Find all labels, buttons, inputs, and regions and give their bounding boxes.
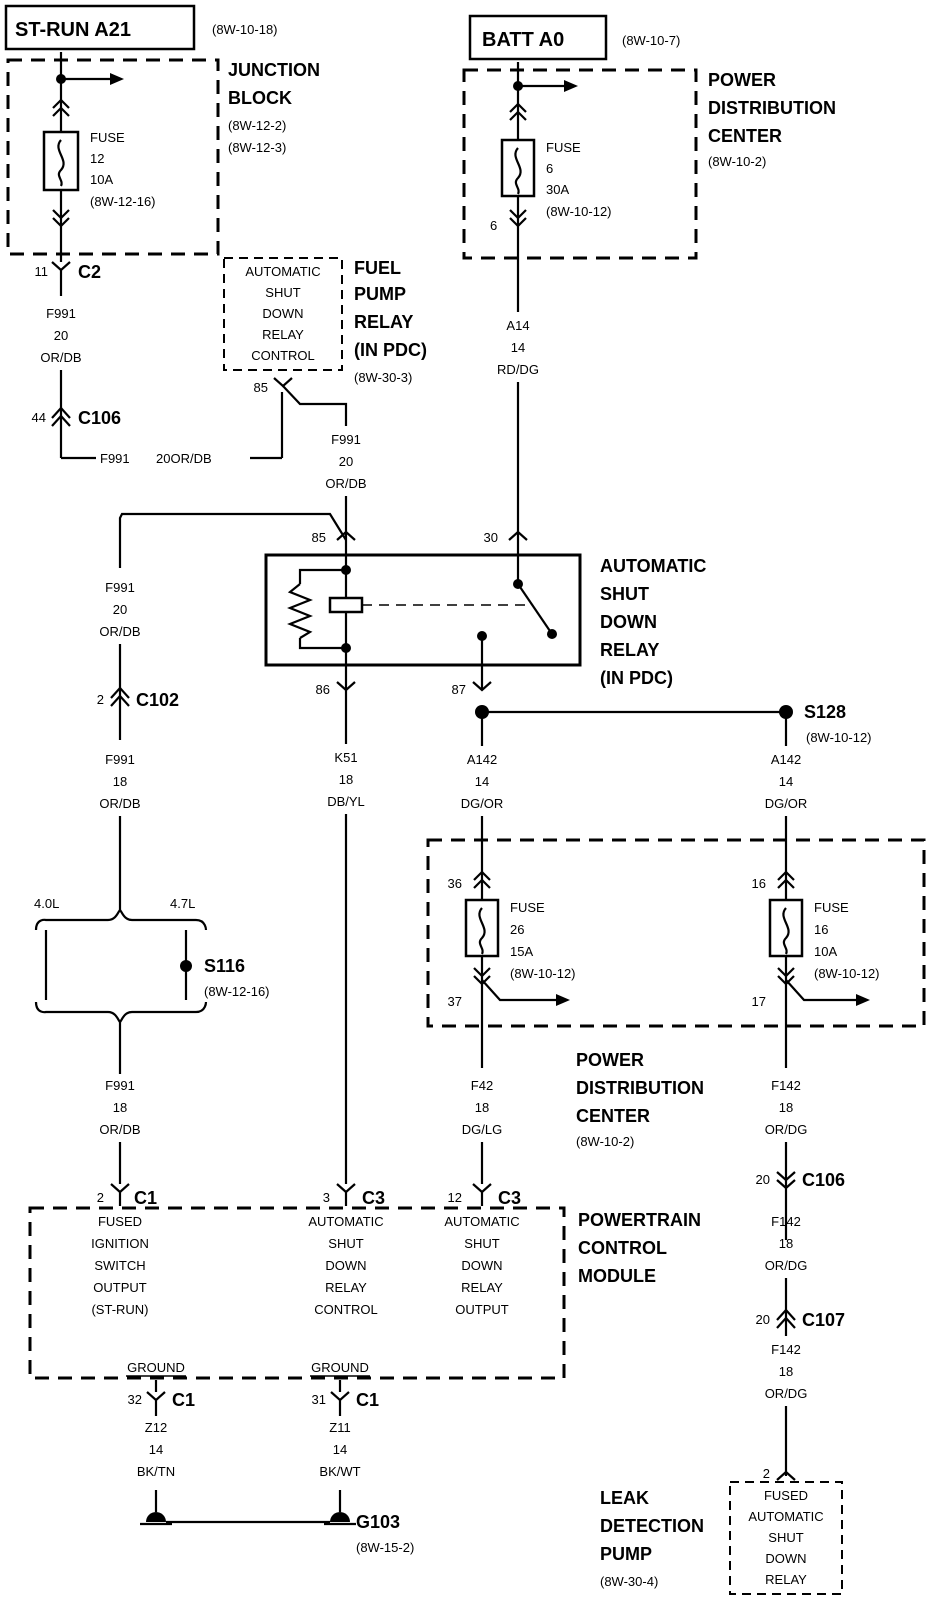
asd-title-5: (IN PDC): [600, 668, 673, 688]
pcm-col3-l2: SHUT: [464, 1236, 500, 1251]
wire-z12-l1: Z12: [144, 1420, 168, 1435]
pcm-col3-l5: OUTPUT: [455, 1302, 509, 1317]
wire-f142-a-l1: F142: [771, 1078, 801, 1093]
asd-title-3: DOWN: [600, 612, 657, 632]
wire-f991-left-l3: OR/DB: [99, 624, 141, 639]
wire-f991-18a-l3: OR/DB: [99, 796, 141, 811]
ldp-box-l1: FUSED: [763, 1488, 809, 1503]
pcm-col2-l1: AUTOMATIC: [308, 1214, 384, 1229]
s116-bottom-brace: [36, 1002, 206, 1022]
ldp-ref: (8W-30-4): [600, 1574, 659, 1589]
wire-f991-top-l2: 20: [53, 328, 69, 343]
wire-f991-18b-l3: OR/DB: [99, 1122, 141, 1137]
fuse-16-l4: (8W-10-12): [814, 966, 880, 981]
pcm-col1-l3: SWITCH: [94, 1258, 146, 1273]
s116-name: S116: [204, 956, 246, 976]
wire-f991-mid-l3: OR/DB: [325, 476, 367, 491]
c2-connector: [52, 262, 70, 270]
fpr-title-3: RELAY: [354, 312, 414, 332]
pdc-bottom-title-1: POWER: [576, 1050, 645, 1070]
junction-block-ref-2: (8W-12-3): [228, 140, 287, 155]
wire-f42-l2: 18: [474, 1100, 490, 1115]
wire-a142-l-l1: A142: [466, 752, 498, 767]
pdc-bottom-outline: [428, 840, 924, 1026]
wire-z11-l3: BK/WT: [319, 1464, 361, 1479]
fpr-box-l4: RELAY: [262, 327, 304, 342]
pdc-pin36: 36: [447, 876, 462, 891]
wire-f991-left-l1: F991: [105, 580, 135, 595]
asd-title-1: AUTOMATIC: [600, 556, 707, 576]
ldp-title-3: PUMP: [600, 1544, 653, 1564]
c2-pin: 11: [34, 264, 48, 279]
s128-ref: (8W-10-12): [806, 730, 872, 745]
wire-f991-left-l2: 20: [112, 602, 128, 617]
pdc-top-title-3: CENTER: [708, 126, 783, 146]
st-run-ref: (8W-10-18): [212, 22, 278, 37]
wire-f42-l1: F42: [470, 1078, 494, 1093]
pcm-c3a-pin: 3: [322, 1190, 330, 1205]
wire-k51-l1: K51: [334, 750, 358, 765]
pcm-c3a-name: C3: [362, 1188, 386, 1208]
pcm-col1-l5: (ST-RUN): [91, 1302, 149, 1317]
pcm-c3b-pin: 12: [447, 1190, 462, 1205]
ldp-box-l3: SHUT: [768, 1530, 804, 1545]
pcm-c1-name: C1: [134, 1188, 158, 1208]
wire-f142-b-l2: 18: [778, 1236, 794, 1251]
pcm-c3b-connector: [473, 1184, 491, 1192]
asd-pin87: 87: [451, 682, 466, 697]
ldp-box-l5: RELAY: [765, 1572, 807, 1587]
ldp-box-l4: DOWN: [765, 1551, 807, 1566]
wire-k51-l3: DB/YL: [327, 794, 365, 809]
g103-name: G103: [356, 1512, 401, 1532]
fpr-box-l3: DOWN: [262, 306, 304, 321]
fpr-title-1: FUEL: [354, 258, 401, 278]
wire-f142-c-l2: 18: [778, 1364, 794, 1379]
wire-k51-l2: 18: [338, 772, 354, 787]
wire-a142-r-l2: 14: [778, 774, 794, 789]
ldp-title-1: LEAK: [600, 1488, 649, 1508]
fpr-ref: (8W-30-3): [354, 370, 413, 385]
wire-f991-top-l1: F991: [46, 306, 76, 321]
pcm-col2-l4: RELAY: [325, 1280, 367, 1295]
wire-f142-c-l1: F142: [771, 1342, 801, 1357]
s116-splice-dot: [180, 960, 192, 972]
fuse-12-l1: FUSE: [90, 130, 125, 145]
fpr-title-4: (IN PDC): [354, 340, 427, 360]
st-run-source-label: ST-RUN A21: [15, 19, 131, 41]
fuse-16-l2: 16: [814, 922, 829, 937]
fuse-12-l3: 10A: [90, 172, 114, 187]
pdc-bottom-ref: (8W-10-2): [576, 1134, 635, 1149]
pcm-col1-l2: IGNITION: [91, 1236, 149, 1251]
wire-z11-l1: Z11: [329, 1420, 351, 1435]
pcm-c3a-connector: [337, 1184, 355, 1192]
g103-ref: (8W-15-2): [356, 1540, 415, 1555]
fpr-title-2: PUMP: [354, 284, 407, 304]
wire-a142-l-l2: 14: [474, 774, 490, 789]
pcm-col3-l4: RELAY: [461, 1280, 503, 1295]
wire-z12-l2: 14: [148, 1442, 164, 1457]
junction-block-title-2: BLOCK: [228, 88, 292, 108]
ldp-box-l2: AUTOMATIC: [748, 1509, 824, 1524]
pcm-col2-l2: SHUT: [328, 1236, 364, 1251]
pcm-c1-pin: 2: [96, 1190, 104, 1205]
junction-block-ref-1: (8W-12-2): [228, 118, 287, 133]
pcm-g1-connector: [147, 1392, 165, 1400]
pcm-g1-name: C1: [172, 1390, 196, 1410]
fuse-16-l3: 10A: [814, 944, 838, 959]
c106-top-name: C106: [78, 408, 122, 428]
pcm-g2-pin: 31: [311, 1392, 326, 1407]
fpr-pin: 85: [253, 380, 268, 395]
wire-a14-l1: A14: [506, 318, 530, 333]
asd-title-4: RELAY: [600, 640, 660, 660]
pcm-title-2: CONTROL: [578, 1238, 667, 1258]
wire-a142-r-l1: A142: [770, 752, 802, 767]
fuse-12: [44, 52, 124, 262]
pcm-g2-connector: [331, 1392, 349, 1400]
wire-f991-18b-l1: F991: [105, 1078, 135, 1093]
pcm-title-1: POWERTRAIN: [578, 1210, 701, 1230]
wire-f991-18a-l2: 18: [112, 774, 128, 789]
s116-right-label: 4.7L: [170, 896, 196, 911]
wire-f991-h-l1: F991: [100, 451, 130, 466]
wire-a142-r-l3: DG/OR: [764, 796, 808, 811]
wire-f991-18b-l2: 18: [112, 1100, 128, 1115]
pcm-col3-l1: AUTOMATIC: [444, 1214, 520, 1229]
fuse-12-l4: (8W-12-16): [90, 194, 156, 209]
ldp-pin: 2: [762, 1466, 770, 1481]
pcm-c3b-name: C3: [498, 1188, 522, 1208]
wire-a142-l-l3: DG/OR: [460, 796, 504, 811]
fuse-26-l2: 26: [510, 922, 525, 937]
pdc-bottom-title-2: DISTRIBUTION: [576, 1078, 704, 1098]
fuse-6-l3: 30A: [546, 182, 570, 197]
pdc-pin17: 17: [751, 994, 766, 1009]
pdc-top-title-2: DISTRIBUTION: [708, 98, 836, 118]
asd-pin30: 30: [483, 530, 498, 545]
wire-f991-18a-l1: F991: [105, 752, 135, 767]
pcm-col2-l3: DOWN: [325, 1258, 367, 1273]
ldp-title-2: DETECTION: [600, 1516, 705, 1536]
c107-pin: 20: [755, 1312, 770, 1327]
asd-relay-internals: [290, 540, 557, 690]
wire-f42-l3: DG/LG: [461, 1122, 503, 1137]
asd-pin86: 86: [315, 682, 330, 697]
pcm-c1-connector: [111, 1184, 129, 1192]
wire-f142-c-l3: OR/DG: [764, 1386, 808, 1401]
fuse-26-l4: (8W-10-12): [510, 966, 576, 981]
wire-f142-b-l1: F142: [771, 1214, 801, 1229]
fuse-6-l2: 6: [546, 161, 554, 176]
c106-top-pin: 44: [31, 410, 46, 425]
junction-block-outline: [8, 60, 218, 254]
fpr-box-l1: AUTOMATIC: [245, 264, 321, 279]
pdc-pin37: 37: [447, 994, 462, 1009]
wire-f142-a-l2: 18: [778, 1100, 794, 1115]
wire-z11-l2: 14: [332, 1442, 348, 1457]
pdc-top-ref: (8W-10-2): [708, 154, 767, 169]
wire-f142-b-l3: OR/DG: [764, 1258, 808, 1273]
c107-name: C107: [802, 1310, 846, 1330]
pcm-col1-l4: OUTPUT: [93, 1280, 147, 1295]
pdc-top-title-1: POWER: [708, 70, 777, 90]
pcm-col2-l5: CONTROL: [314, 1302, 378, 1317]
pcm-ground-1: GROUND: [127, 1360, 185, 1375]
c102-name: C102: [136, 690, 180, 710]
c106-bottom-name: C106: [802, 1170, 846, 1190]
wire-a14-l3: RD/DG: [497, 362, 539, 377]
asd-title-2: SHUT: [600, 584, 649, 604]
wire-fpr-to-splice: [283, 386, 346, 426]
wire-z12-l3: BK/TN: [136, 1464, 176, 1479]
s116-left-label: 4.0L: [34, 896, 60, 911]
pdc-bottom-title-3: CENTER: [576, 1106, 651, 1126]
pdc-top-pin: 6: [490, 218, 498, 233]
pdc-pin16: 16: [751, 876, 766, 891]
junction-block-title-1: JUNCTION: [228, 60, 321, 80]
pcm-g2-name: C1: [356, 1390, 380, 1410]
fuse-6-l1: FUSE: [546, 140, 581, 155]
c102-pin: 2: [96, 692, 104, 707]
fuse-6-l4: (8W-10-12): [546, 204, 612, 219]
fpr-box-l5: CONTROL: [251, 348, 315, 363]
fuse-26-l3: 15A: [510, 944, 534, 959]
asd-pin85: 85: [311, 530, 326, 545]
fpr-box-l2: SHUT: [265, 285, 301, 300]
pcm-title-3: MODULE: [578, 1266, 656, 1286]
pcm-ground-2: GROUND: [311, 1360, 369, 1375]
batt-source-label: BATT A0: [482, 29, 565, 51]
wire-f991-h-l2: 20OR/DB: [156, 451, 212, 466]
wire-f991-mid-l2: 20: [338, 454, 354, 469]
batt-ref: (8W-10-7): [622, 33, 681, 48]
s116-ref: (8W-12-16): [204, 984, 270, 999]
fpr-pin-connector: [274, 378, 292, 386]
c106-bottom-pin: 20: [755, 1172, 770, 1187]
fuse-26-l1: FUSE: [510, 900, 545, 915]
wire-f991-top-l3: OR/DB: [40, 350, 82, 365]
pcm-col3-l3: DOWN: [461, 1258, 503, 1273]
wire-a14-l2: 14: [510, 340, 526, 355]
s116-top-brace: [36, 910, 206, 930]
pdc-top-outline: [464, 70, 696, 258]
wire-f991-mid-l1: F991: [331, 432, 361, 447]
s128-name: S128: [804, 702, 847, 722]
c2-name: C2: [78, 262, 102, 282]
fuse-12-l2: 12: [90, 151, 105, 166]
wire-f142-a-l3: OR/DG: [764, 1122, 808, 1137]
pcm-col1-l1: FUSED: [97, 1214, 143, 1229]
pcm-g1-pin: 32: [127, 1392, 142, 1407]
fuse-16-l1: FUSE: [814, 900, 849, 915]
